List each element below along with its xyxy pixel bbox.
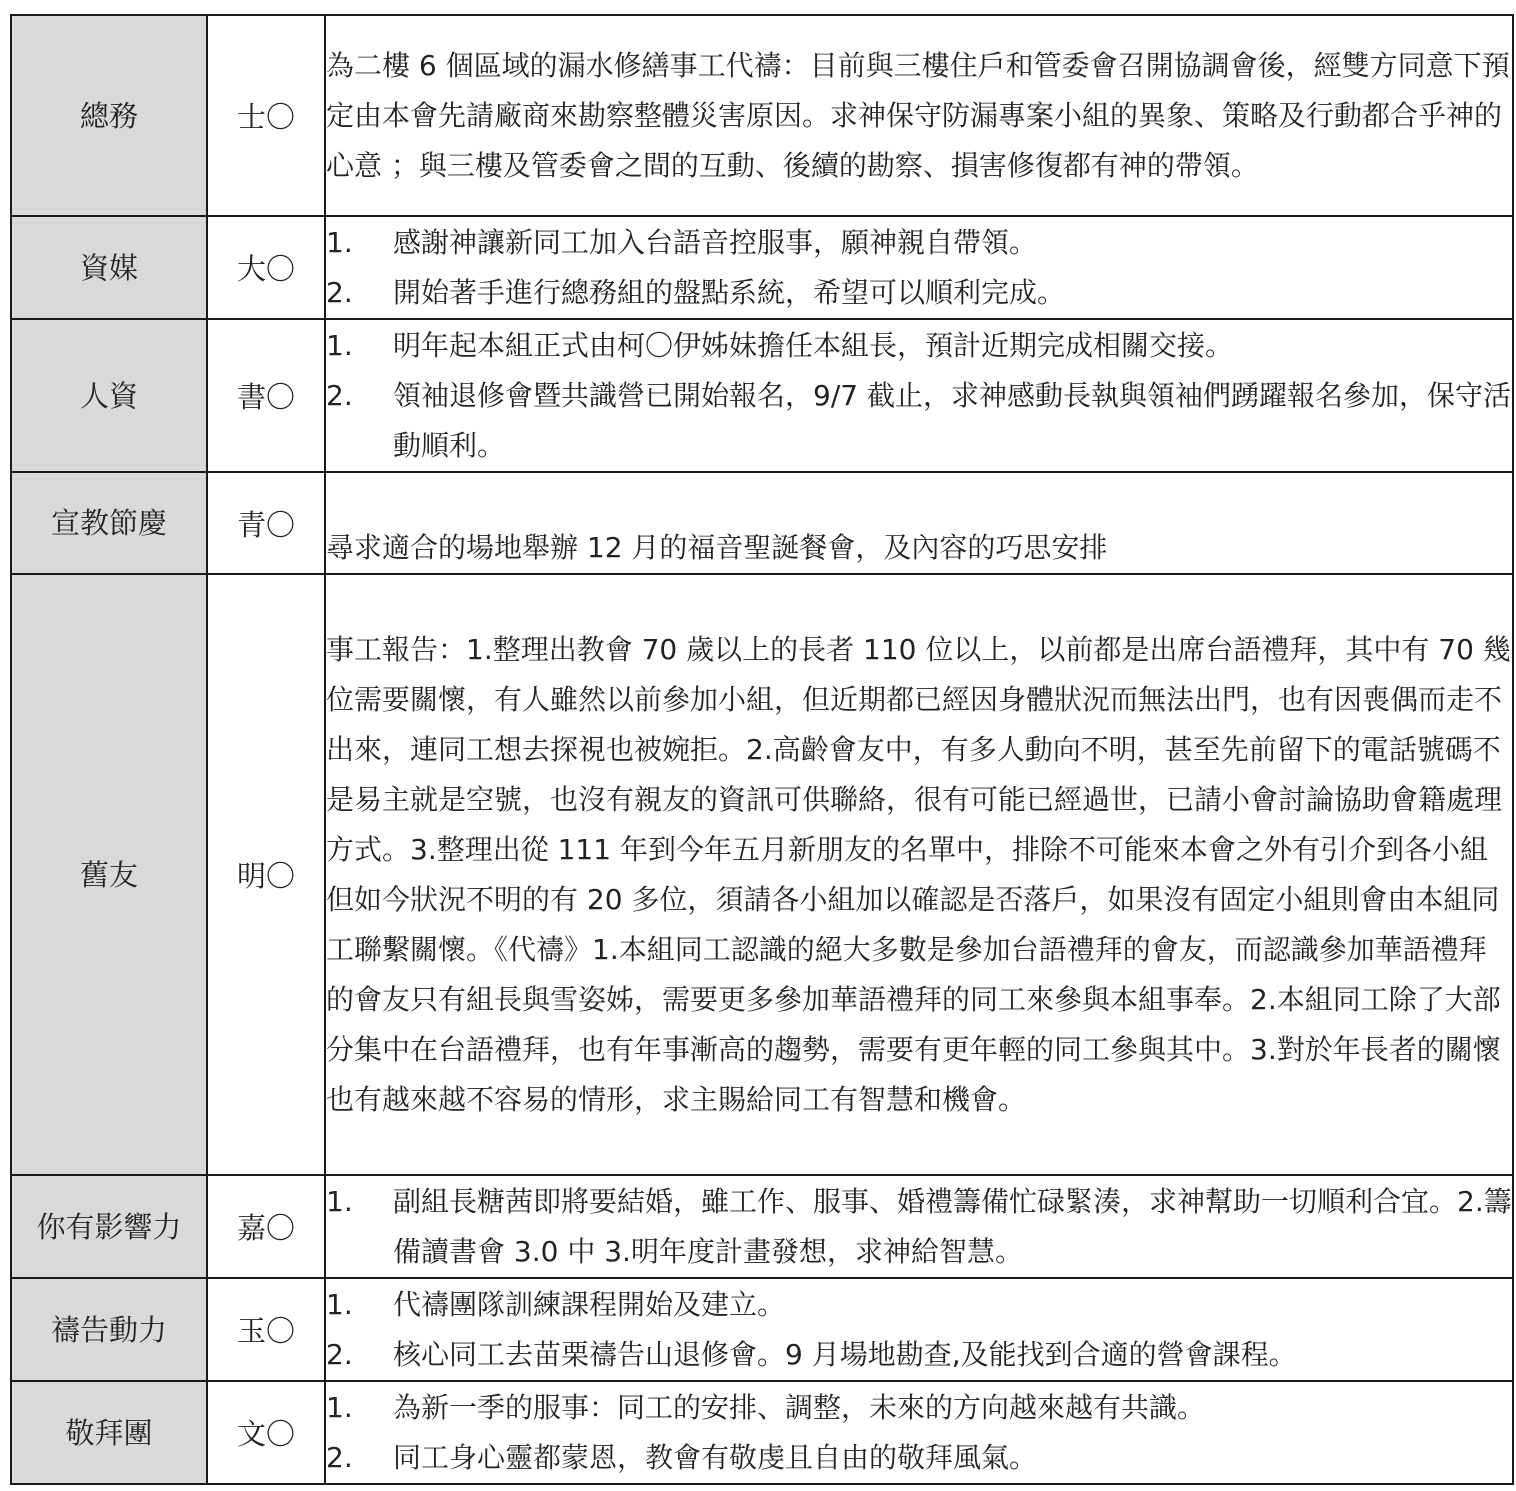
numbered-list: [326, 320, 1512, 471]
content-paragraph: 事工報告：1.整理出教會 70 歲以上的長者 110 位以上，以前都是出席台語禮拜，其中有 70 幾位需要關懷，有人雖然以前參加小組，但近期都已經因身體狀況而無法出門，也有因喪偶而走不出來，連同工想去探視也被婉拒。2.高齡會友中，有多人動向不明，甚至先前留下的電話號碼不是易主就是空號，也沒有親友的資訊可供聯絡，很有可能已經過世，已請小會討論協助會籍處理方式。3.整理出從 111 年到今年五月新朋友的名單中，排除不可能來本會之外有引介到各小組但如今狀況不明的有 20 多位，須請各小組加以確認是否落戶，如果沒有固定小組則會由本組同工聯繫關懷。《代禱》1.本組同工認識的絕大多數是參加台語禮拜的會友，而認識參加華語禮拜的會友只有組長與雪姿姊，需要更多參加華語禮拜的同工來參與本組事奉。2.本組同工除了大部分集中在台語禮拜，也有年事漸高的趨勢，需要有更年輕的同工參與其中。3.對於年長者的關懷也有越來越不容易的情形，求主賜給同工有智慧和機會。: [326, 633, 1511, 1116]
list-item: [326, 371, 1512, 471]
list-item-number: 1.: [326, 1391, 353, 1424]
group-name-cell: 總務: [11, 15, 207, 216]
list-item-number: 1.: [326, 226, 353, 259]
list-item-number: 2.: [326, 1441, 353, 1474]
group-name-cell: 敬拜團: [11, 1381, 207, 1484]
prayer-table: [10, 14, 1514, 1485]
group-name-cell: 你有影響力: [11, 1175, 207, 1278]
numbered-list: [326, 1382, 1512, 1483]
table-row: [11, 1381, 1513, 1484]
list-item: [326, 321, 1512, 371]
group-name-cell: 禱告動力: [11, 1278, 207, 1381]
list-item-number: 2.: [326, 1338, 353, 1371]
list-item-text: 明年起本組正式由柯〇伊姊妹擔任本組長，預計近期完成相關交接。: [393, 329, 1234, 362]
table-row: [11, 472, 1513, 574]
content-cell: [325, 15, 1513, 216]
person-cell: 明〇: [207, 574, 325, 1175]
list-item-text: 為新一季的服事：同工的安排、調整，未來的方向越來越有共識。: [393, 1391, 1206, 1424]
content-cell: [325, 216, 1513, 319]
numbered-list: [326, 217, 1512, 318]
content-paragraph: 尋求適合的場地舉辦 12 月的福音聖誕餐會，及內容的巧思安排: [326, 531, 1108, 564]
list-item-number: 1.: [326, 1185, 353, 1218]
group-name-cell: 宣教節慶: [11, 472, 207, 574]
content-cell: [325, 1381, 1513, 1484]
content-cell: [325, 574, 1513, 1175]
list-item-number: 1.: [326, 329, 353, 362]
list-item: [326, 1330, 1512, 1380]
list-item-number: 2.: [326, 379, 353, 412]
table-row: [11, 319, 1513, 472]
group-name-cell: 舊友: [11, 574, 207, 1175]
content-cell: [325, 1278, 1513, 1381]
table-row: [11, 574, 1513, 1175]
list-item: [326, 1433, 1512, 1483]
content-cell: [325, 319, 1513, 472]
list-item-text: 同工身心靈都蒙恩，教會有敬虔且自由的敬拜風氣。: [393, 1441, 1038, 1474]
list-item-text: 開始著手進行總務組的盤點系統，希望可以順利完成。: [393, 276, 1066, 309]
content-cell: [325, 472, 1513, 574]
table-row: [11, 15, 1513, 216]
list-item: [326, 218, 1512, 268]
content-cell: [325, 1175, 1513, 1278]
person-cell: 書〇: [207, 319, 325, 472]
person-cell: 玉〇: [207, 1278, 325, 1381]
group-name-cell: 人資: [11, 319, 207, 472]
numbered-list: [326, 1176, 1512, 1277]
list-item-text: 領袖退修會暨共識營已開始報名，9/7 截止，求神感動長執與領袖們踴躍報名參加，保守活動順利。: [393, 379, 1511, 462]
list-item-text: 代禱團隊訓練課程開始及建立。: [393, 1288, 786, 1321]
list-item: [326, 1280, 1512, 1330]
table-row: [11, 1175, 1513, 1278]
list-item-number: 2.: [326, 276, 353, 309]
numbered-list: [326, 1279, 1512, 1380]
person-cell: 嘉〇: [207, 1175, 325, 1278]
list-item: [326, 1383, 1512, 1433]
table-row: [11, 216, 1513, 319]
person-cell: 青〇: [207, 472, 325, 574]
table-row: [11, 1278, 1513, 1381]
person-cell: 大〇: [207, 216, 325, 319]
list-item: [326, 268, 1512, 318]
list-item-text: 核心同工去苗栗禱告山退修會。9 月場地勘查,及能找到合適的營會課程。: [393, 1338, 1297, 1371]
list-item: [326, 1177, 1512, 1277]
person-cell: 文〇: [207, 1381, 325, 1484]
content-paragraph: 為二樓 6 個區域的漏水修繕事工代禱：目前與三樓住戶和管委會召開協調會後，經雙方同意下預定由本會先請廠商來勘察整體災害原因。求神保守防漏專案小組的異象、策略及行動都合乎神的心意 ；與三樓及管委會之間的互動、後續的勘察、損害修復都有神的帶領。: [326, 49, 1510, 182]
list-item-number: 1.: [326, 1288, 353, 1321]
person-cell: 士〇: [207, 15, 325, 216]
group-name-cell: 資媒: [11, 216, 207, 319]
list-item-text: 感謝神讓新同工加入台語音控服事，願神親自帶領。: [393, 226, 1038, 259]
list-item-text: 副組長糖茜即將要結婚，雖工作、服事、婚禮籌備忙碌緊湊，求神幫助一切順利合宜。2.籌備讀書會 3.0 中 3.明年度計畫發想，求神給智慧。: [393, 1185, 1512, 1268]
